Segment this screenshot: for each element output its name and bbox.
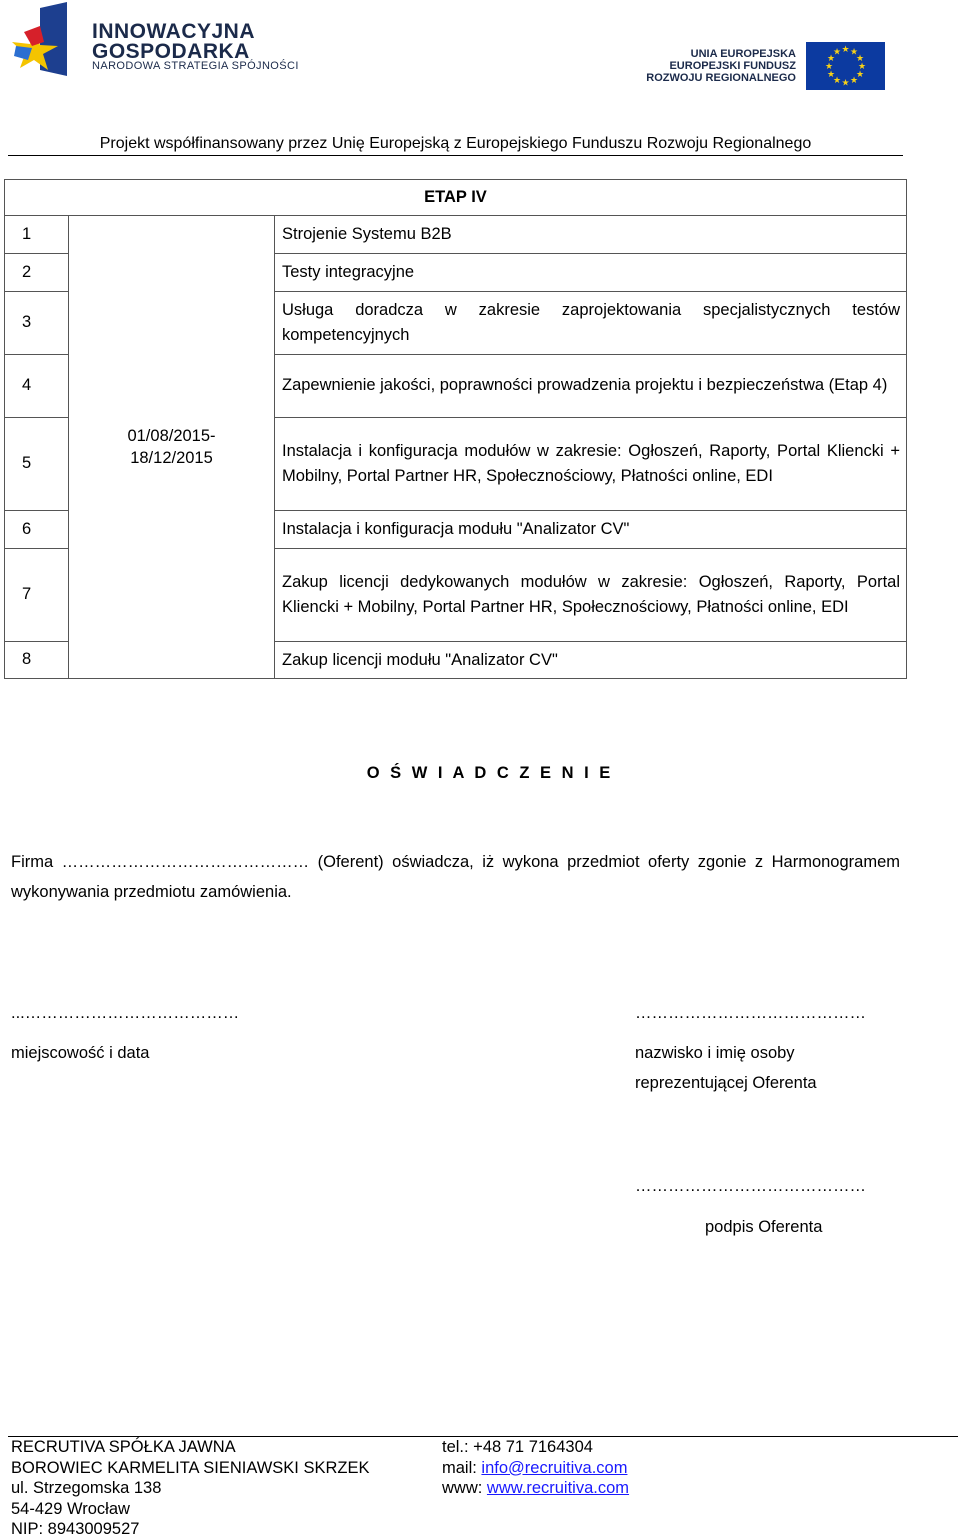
contact-phone: tel.: +48 71 7164304: [442, 1438, 593, 1456]
footer-company-info: [11, 1437, 369, 1540]
task-description: Zakup licencji dedykowanych modułów w zakresie: Ogłoszeń, Raporty, Portal Kliencki + Mobilny, Portal Partner HR, Społecznościowy, Płatności online, EDI: [275, 548, 907, 641]
row-number: 4: [5, 354, 69, 417]
svg-text:★: ★: [841, 78, 850, 89]
task-description: Zakup licencji modułu "Analizator CV": [275, 641, 907, 679]
task-description: Instalacja i konfiguracja modułu "Analizator CV": [275, 510, 907, 548]
date-range-end: 18/12/2015: [130, 449, 213, 467]
svg-text:★: ★: [832, 76, 842, 86]
task-description: Usługa doradcza w zakresie zaprojektowania specjalistycznych testów kompetencyjnych: [275, 291, 907, 354]
company-partners: BOROWIEC KARMELITA SIENIAWSKI SKRZEK: [11, 1458, 370, 1477]
company-city: 54-429 Wrocław: [11, 1499, 130, 1518]
svg-text:★: ★: [832, 47, 842, 58]
email-link[interactable]: info@recruitiva.com: [481, 1458, 628, 1477]
eu-flag-icon: [806, 42, 885, 90]
name-label-line1: nazwisko i imię osoby: [635, 1044, 795, 1062]
date-range-start: 01/08/2015-: [127, 427, 216, 445]
company-nip: NIP: 8943009527: [11, 1520, 140, 1538]
task-description: Strojenie Systemu B2B: [275, 216, 907, 254]
name-dots: ……………………………………: [635, 1004, 866, 1022]
eu-line1: UNIA EUROPEJSKA: [690, 48, 796, 60]
svg-text:★: ★: [855, 70, 865, 80]
declaration-title: O Ś W I A D C Z E N I E: [366, 764, 614, 782]
task-description: Testy integracyjne: [275, 253, 907, 291]
row-number: 3: [5, 291, 69, 354]
svg-text:★: ★: [824, 62, 834, 72]
svg-text:★: ★: [855, 54, 865, 64]
company-name: RECRUTIVA SPÓŁKA JAWNA: [11, 1438, 236, 1456]
website-link[interactable]: www.recruitiva.com: [486, 1479, 630, 1497]
table-row: [5, 216, 907, 254]
row-number: 8: [5, 641, 69, 679]
flag-star-icon: [10, 2, 90, 80]
svg-text:★: ★: [849, 47, 859, 58]
stage-header: ETAP IV: [5, 180, 907, 216]
signature-label: podpis Oferenta: [705, 1218, 823, 1236]
company-street: ul. Strzegomska 138: [11, 1479, 162, 1497]
row-number: 7: [5, 548, 69, 641]
svg-text:★: ★: [826, 70, 836, 80]
row-number: 5: [5, 417, 69, 510]
task-description: Instalacja i konfiguracja modułów w zakresie: Ogłoszeń, Raporty, Portal Kliencki + Mobilny, Portal Partner HR, Społecznościowy, Płatności online, EDI: [275, 417, 907, 510]
row-number: 6: [5, 510, 69, 548]
eu-line2: EUROPEJSKI FUNDUSZ: [669, 60, 796, 72]
table-header-row: [5, 180, 907, 216]
declaration-body: Firma ……………………………………… (Oferent) oświadcza, iż wykona przedmiot oferty zgonie z Harmonogramem wykonywania przedmiotu zamówienia.: [11, 853, 900, 901]
contact-mail: [442, 1458, 629, 1479]
project-cofinancing-line: Projekt współfinansowany przez Unię Europejską z Europejskiego Funduszu Rozwoju Regionalnego: [99, 135, 812, 152]
mail-label: mail:: [442, 1458, 482, 1477]
eu-line3: ROZWOJU REGIONALNEGO: [646, 72, 796, 84]
name-label-line2: reprezentującej Oferenta: [635, 1074, 817, 1092]
task-description: Zapewnienie jakości, poprawności prowadzenia projektu i bezpieczeństwa (Etap 4): [275, 354, 907, 417]
signature-dots: ……………………………………: [635, 1177, 866, 1195]
logo-title-line2: GOSPODARKA: [92, 40, 250, 63]
row-number: 2: [5, 253, 69, 291]
header-divider: [8, 155, 903, 156]
contact-www: [442, 1478, 629, 1499]
place-date-label: miejscowość i data: [11, 1044, 150, 1062]
svg-text:★: ★: [849, 76, 859, 86]
schedule-table: [4, 179, 907, 679]
svg-text:★: ★: [826, 54, 836, 64]
svg-text:★: ★: [857, 62, 867, 72]
logo-title-line1: INNOWACYJNA: [92, 20, 256, 43]
footer-contact-info: [442, 1437, 629, 1499]
svg-text:★: ★: [841, 45, 850, 55]
www-label: www:: [442, 1479, 487, 1497]
date-range-cell: [69, 216, 275, 679]
place-date-dots: ...…………………………………: [11, 1004, 240, 1022]
eu-fund-text: [646, 48, 796, 84]
row-number: 1: [5, 216, 69, 254]
logo-subtitle: NARODOWA STRATEGIA SPÓJNOŚCI: [92, 60, 299, 72]
